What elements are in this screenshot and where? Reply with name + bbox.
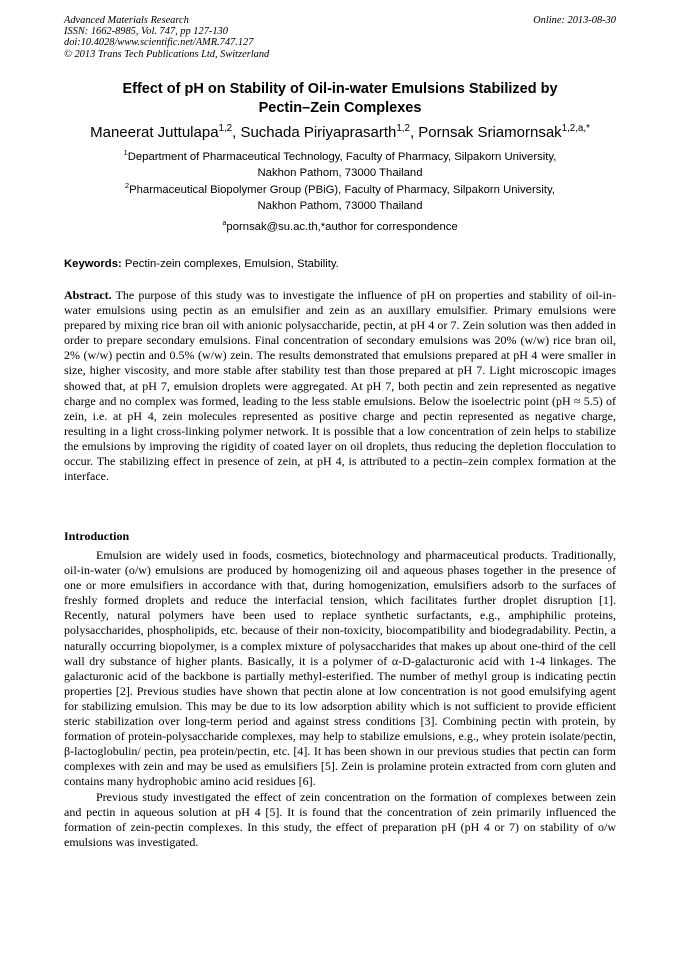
affiliation-text: Nakhon Pathom, 73000 Thailand <box>257 167 423 179</box>
author-list <box>64 124 616 142</box>
affiliation-text: Pharmaceutical Biopolymer Group (PBiG), Faculty of Pharmacy, Silpakorn University, <box>129 184 555 196</box>
affiliation-mark: 1 <box>123 148 128 158</box>
paragraph: Emulsion are widely used in foods, cosmetics, biotechnology and pharmaceutical products. Traditionally, oil-in-water (o/w) emulsions are produced by homogenizing oil and aqueous phases together in the presence of one or more emulsifiers in accordance with that, during homogenization, emulsifiers adsorb to the surfaces of freshly formed droplets and reduce the interfacial tension, which facilitates further droplet disruption [1]. Recently, natural polymers have been used to replace synthetic surfactants, e.g., amphiphilic proteins, polysaccharides, phospholipids, etc. because of their non-toxicity, biocompatibility and biodegradability. Pectin, a naturally occurring biopolymer, is a complex mixture of polysaccharides that makes up about one-third of the cell wall dry substance of higher plants. Basically, it is a polymer of α-D-galacturonic acid with 1-4 linkages. The galacturonic acid of the backbone is partially methyl-esterified. The number of methyl group is indicating pectin properties [2]. Previous studies have shown that pectin alone at low concentration is not good emulsifying agent for stabilizing emulsion. This may be due to its low adsorption ability which is not sufficient to provide efficient steric stabilization over long-term period and against stress conditions [3]. Combining pectin with protein, by formation of protein-polysaccharide complexes, may help to stabilize emulsions, e.g., whey protein isolate/pectin, β-lactoglobulin/ pectin, pea protein/pectin, etc. [4]. It has been shown in our previous studies that pectin can form complexes with zein and may be used as emulsifiers [5]. Zein is prolamine protein extracted from corn gluten and contains many hydrophobic amino acid residues [6]. <box>64 548 616 789</box>
author-name: Maneerat Juttulapa <box>90 124 219 141</box>
keywords-label: Keywords: <box>64 258 122 270</box>
author-name: Suchada Piriyaprasarth <box>240 124 397 141</box>
author-separator: , <box>409 124 419 141</box>
author-affiliation-mark: 1,2,a,* <box>561 123 590 134</box>
email-text: pornsak@su.ac.th,*author for correspondence <box>226 221 458 233</box>
title-line-1: Effect of pH on Stability of Oil-in-water Emulsions Stabilized by <box>122 81 558 97</box>
journal-name: Advanced Materials Research <box>64 15 189 26</box>
section-heading-introduction: Introduction <box>64 529 130 543</box>
abstract-text: The purpose of this study was to investigate the influence of pH on properties and stability of oil-in-water emulsions using pectin as an emulsifier and zein as an auxillary emulsifier. Primary emulsions were prepared by mixing rice bran oil with anionic polysaccharide, pectin, at pH 4 or 7. Zein solution was then added in order to prepare secondary emulsions. Final concentration of secondary emulsions was 20% (w/w) rice bran oil, 2% (w/w) pectin and 0.5% (w/w) zein. The results demonstrated that emulsions prepared at pH 4 were smaller in size, higher viscosity, and more stable after stability test than those prepared at pH 7. Light microscopic images showed that, at pH 7, emulsion droplets were aggregated. At pH 7, both pectin and zein represented as negative charge and no complex was formed, leading to the less stable emulsions. Below the isoelectric point (pH ≈ 5.5) of zein, i.e. at pH 4, zein molecules represented as positive charge and pectin represented as negative charge, resulting in a light cross-linking polymer network. It is possible that a low concentration of zein helps to stabilize the emulsions by improving the rigidity of coated layer on oil droplets, thus reducing the depletion flocculation to occur. The stabilizing effect in presence of zein, at pH 4, is attributed to a pectin–zein complex formation at the interface. <box>64 288 616 484</box>
author-name: Pornsak Sriamornsak <box>418 124 562 141</box>
keywords <box>64 257 616 272</box>
correspondence-email <box>64 219 616 235</box>
title-line-2: Pectin–Zein Complexes <box>258 100 422 116</box>
copyright-line: © 2013 Trans Tech Publications Ltd, Switzerland <box>64 48 270 60</box>
introduction-body <box>64 548 616 850</box>
abstract <box>64 288 616 484</box>
author-separator: , <box>232 124 241 141</box>
affiliation-mark: 2 <box>125 181 130 191</box>
paragraph: Previous study investigated the effect of zein concentration on the formation of complexes between zein and pectin in aqueous solution at pH 4 [5]. It is found that the concentration of zein primarily influenced the formation of zein-pectin complexes. In this study, the effect of preparation pH (pH 4 or 7) on stability of o/w emulsions was investigated. <box>64 789 616 849</box>
issn-line: ISSN: 1662-8985, Vol. 747, pp 127-130 <box>64 26 228 38</box>
author-affiliation-mark: 1,2 <box>396 123 410 134</box>
affiliation-1 <box>64 149 616 181</box>
online-date: Online: 2013-08-30 <box>533 15 616 26</box>
affiliation-text: Nakhon Pathom, 73000 Thailand <box>257 200 423 212</box>
email-mark: a <box>222 218 227 228</box>
abstract-label: Abstract. <box>64 288 112 302</box>
keywords-text: Pectin-zein complexes, Emulsion, Stability. <box>121 258 339 270</box>
paper-title <box>64 80 616 118</box>
affiliation-2 <box>64 182 616 214</box>
affiliation-text: Department of Pharmaceutical Technology, Faculty of Pharmacy, Silpakorn University, <box>127 151 557 163</box>
doi-line: doi:10.4028/www.scientific.net/AMR.747.127 <box>64 37 254 49</box>
author-affiliation-mark: 1,2 <box>218 123 233 134</box>
journal-header <box>64 15 616 60</box>
